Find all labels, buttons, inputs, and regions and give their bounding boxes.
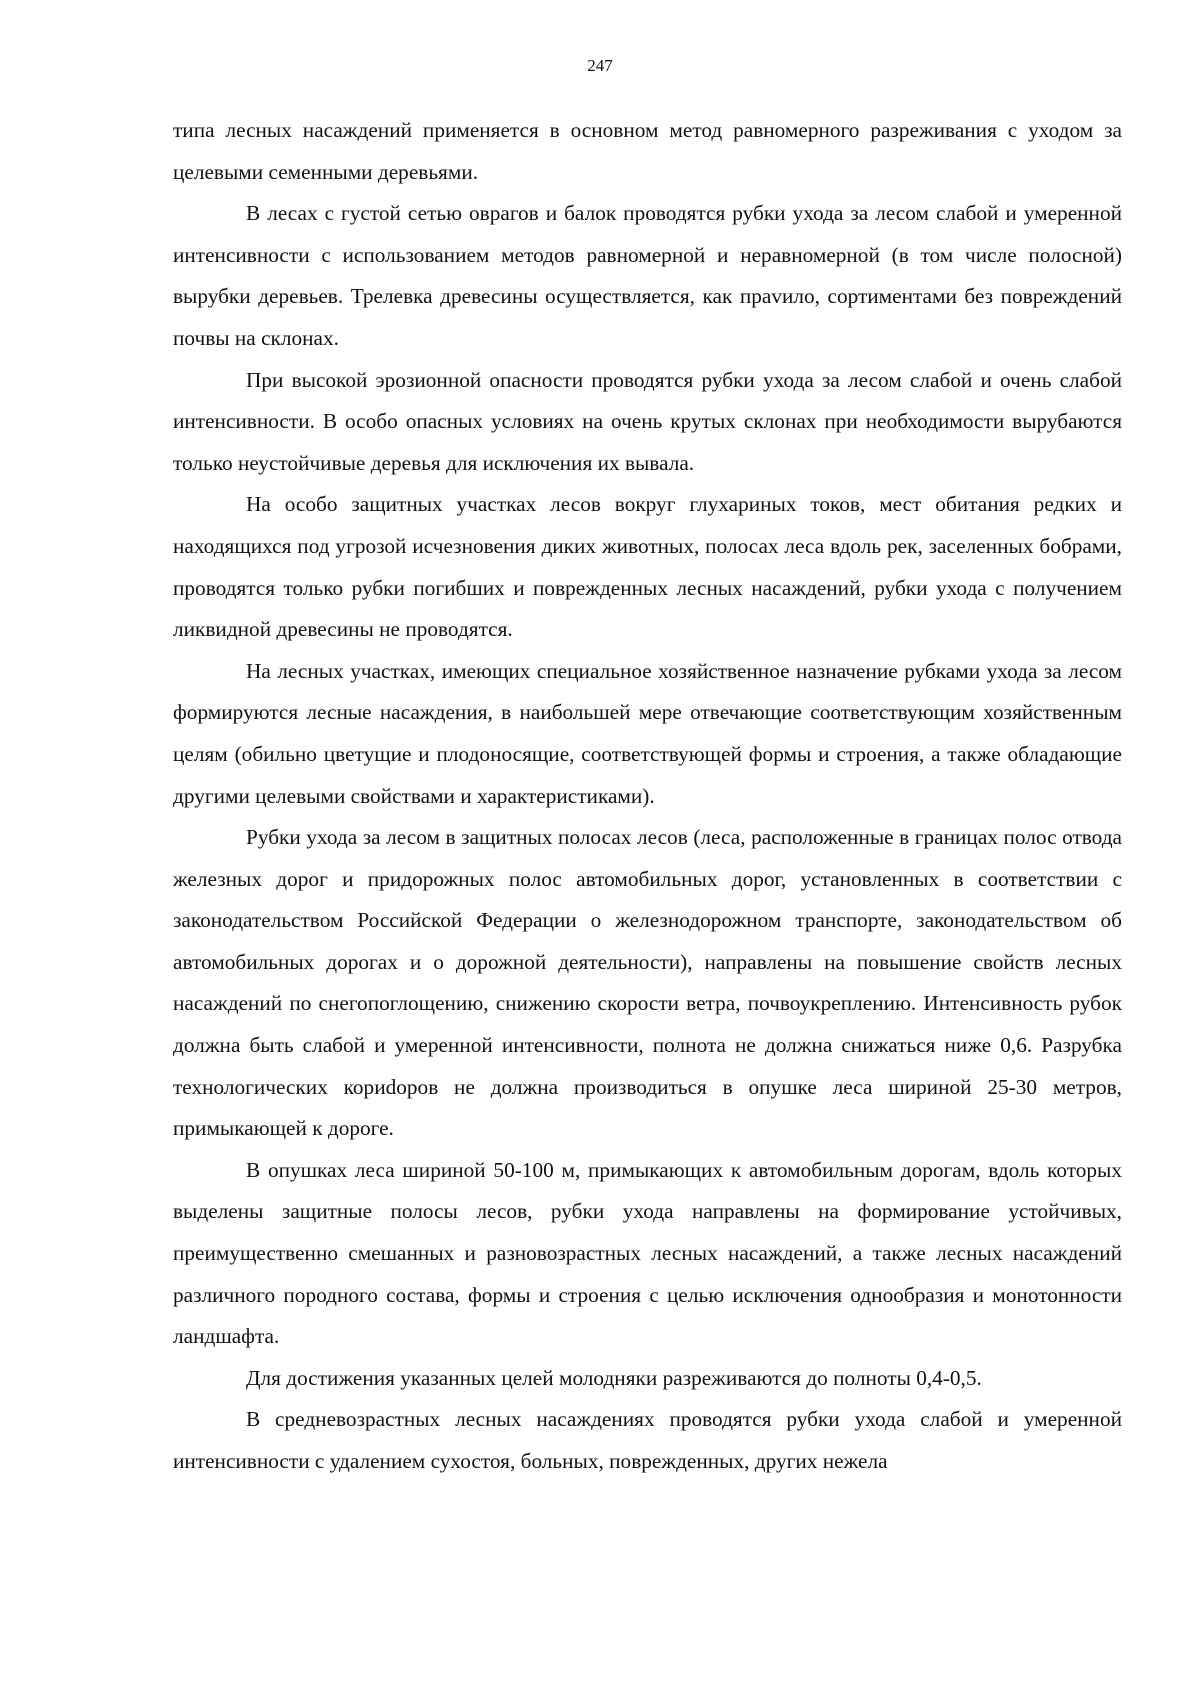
body-text (173, 110, 1122, 1483)
paragraph-8: Для достижения указанных целей молодняки разреживаются до полноты 0,4-0,5. (246, 1365, 982, 1390)
paragraph-9: В средневозрастных лесных насаждениях проводятся рубки ухода слабой и умеренной интенсивности с удалением сухостоя, больных, поврежденных, других нежела (173, 1407, 1122, 1473)
paragraph-7: В опушках леса шириной 50-100 м, примыкающих к автомобильным дорогам, вдоль которых выделены защитные полосы лесов, рубки ухода направлены на формирование устойчивых, преимущественно смешанных и разновозрастных лесных насаждений, а также лесных насаждений различного породного состава, формы и строения с целью исключения однообразия и монотонности ландшафта. (173, 1157, 1122, 1349)
paragraph-1: типа лесных насаждений применяется в основном метод равномерного разреживания с уходом за целевыми семенными деревьями. (173, 118, 1122, 184)
paragraph-3: При высокой эрозионной опасности проводятся рубки ухода за лесом слабой и очень слабой интенсивности. В особо опасных условиях на очень крутых склонах при необходимости вырубаются только неустойчивые деревья для исключения их вывала. (173, 367, 1122, 475)
paragraph-2: В лесах с густой сетью оврагов и балок проводятся рубки ухода за лесом слабой и умеренной интенсивности с использованием методов равномерной и неравномерной (в том числе полосной) вырубки деревьев. Трелевка древесины осуществляется, как праvило, сортиментами без повреждений почвы на склонах. (173, 201, 1122, 350)
paragraph-6: Рубки ухода за лесом в защитных полосах лесов (леса, расположенные в границах полос отвода железных дорог и придорожных полос автомобильных дорог, установленных в соответствии с законодательством Российской Федерации о железнодорожном транспорте, законодательством об автомобильных дорогах и о дорожной деятельности), направлены на повышение свойств лесных насаждений по снегопоглощению, снижению скорости ветра, почвоукреплению. Интенсивность рубок должна быть слабой и умеренной интенсивности, полнота не должна снижаться ниже 0,6. Разрубка технологических кориdоров не должна производиться в опушке леса шириной 25-30 метров, примыкающей к дороге. (173, 825, 1122, 1141)
page-number: 247 (587, 56, 613, 75)
paragraph-5: На лесных участках, имеющих специальное хозяйственное назначение рубками ухода за лесом формируются лесные насаждения, в наибольшей мере отвечающие соответствующим хозяйственным целям (обильно цветущие и плодоносящие, соответствующей формы и строения, а также обладающие другими целевыми свойствами и характеристиками). (173, 658, 1122, 808)
paragraph-4: На особо защитных участках лесов вокруг глухариных токов, мест обитания редких и находящихся под угрозой исчезновения диких животных, полосах леса вдоль рек, заселенных бобрами, проводятся только рубки погибших и поврежденных лесных насаждений, рубки ухода с получением ликвидной древесины не проводятся. (173, 492, 1122, 642)
